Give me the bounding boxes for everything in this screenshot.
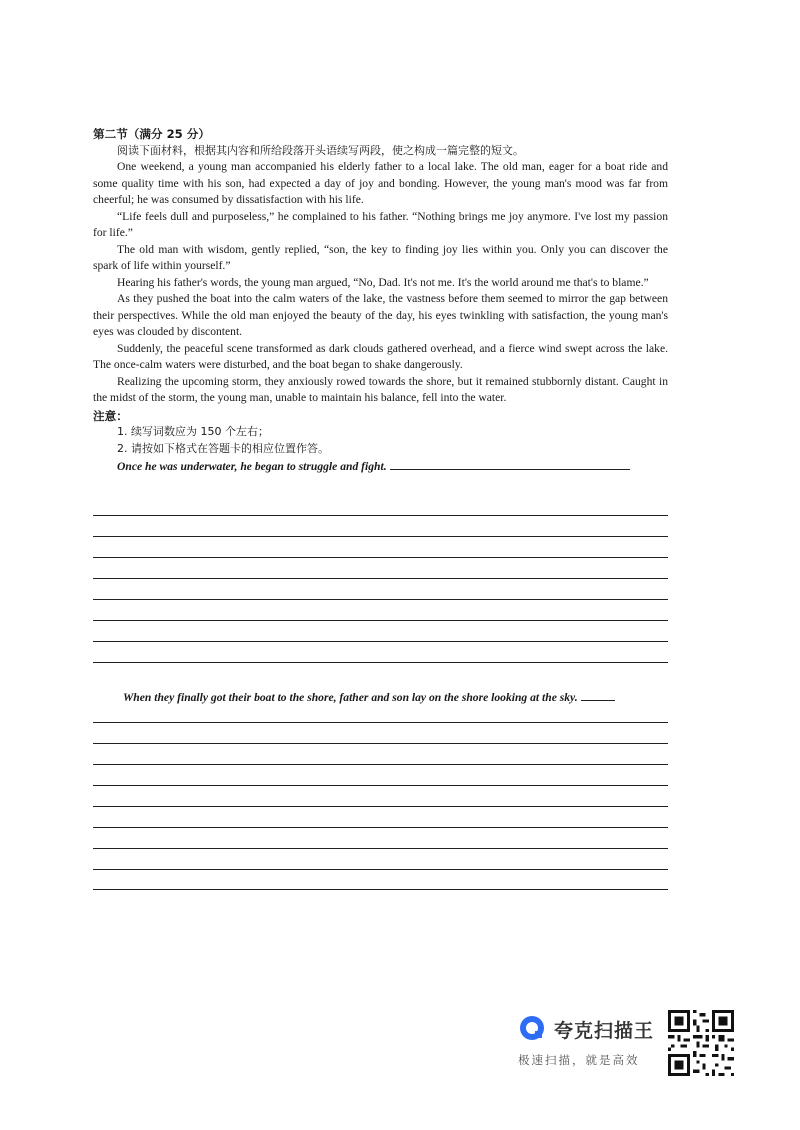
prompt-2-text: When they finally got their boat to the shore, father and son lay on the shore looking at the sky.: [123, 691, 578, 704]
exam-section: [93, 126, 668, 476]
story-paragraph: Suddenly, the peaceful scene transformed as dark clouds gathered overhead, and a fierce wind swept across the lake. The once-calm waters were disturbed, and the boat began to shake dangerously.: [93, 341, 668, 371]
story-paragraph: The old man with wisdom, gently replied, “son, the key to finding joy lies within you. Only you can discover the spark of life within yourself.”: [93, 242, 668, 272]
prompt-1-text: Once he was underwater, he began to struggle and fight.: [117, 460, 387, 473]
note-item: 1. 续写词数应为 150 个左右；: [117, 425, 269, 438]
story-paragraph: Hearing his father's words, the young man argued, “No, Dad. It's not me. It's the world around me that's to blame.”: [117, 275, 649, 289]
answer-line[interactable]: [93, 869, 668, 870]
story-paragraph: One weekend, a young man accompanied his elderly father to a local lake. The old man, eager for a boat ride and some quality time with his son, had expected a day of joy and bonding. However, the young man's mood was far from cheerful; he was consumed by dissatisfaction with his life.: [93, 160, 668, 206]
qr-code-icon: [668, 1010, 734, 1076]
continuation-prompt-2: [93, 690, 668, 707]
notes-title: 注意：: [93, 408, 128, 423]
answer-line[interactable]: [93, 536, 668, 537]
story-paragraph: “Life feels dull and purposeless,” he complained to his father. “Nothing brings me joy anymore. I've lost my passion for life.”: [93, 209, 668, 239]
answer-line[interactable]: [93, 848, 668, 849]
answer-line[interactable]: [93, 806, 668, 807]
answer-line[interactable]: [93, 641, 668, 642]
answer-line[interactable]: [93, 889, 668, 890]
quark-logo-icon: [518, 1014, 546, 1042]
answer-line[interactable]: [93, 743, 668, 744]
answer-line[interactable]: [93, 599, 668, 600]
answer-blank[interactable]: [581, 700, 615, 701]
continuation-prompt-1: [93, 459, 668, 476]
continuation-prompt-2-wrap: [93, 690, 668, 707]
answer-line[interactable]: [93, 578, 668, 579]
scanner-app-name: 夸克扫描王: [554, 1020, 655, 1042]
story-paragraph: Realizing the upcoming storm, they anxiously rowed towards the shore, but it remained stubbornly distant. Caught in the midst of the storm, the young man, unable to maintain his balance, fell into the water.: [93, 374, 668, 404]
scanner-watermark: [518, 1010, 738, 1076]
answer-line[interactable]: [93, 764, 668, 765]
answer-line[interactable]: [93, 785, 668, 786]
answer-line[interactable]: [93, 827, 668, 828]
answer-line[interactable]: [93, 620, 668, 621]
note-item: 2. 请按如下格式在答题卡的相应位置作答。: [117, 441, 329, 455]
scanner-slogan: 极速扫描，就是高效: [518, 1053, 640, 1067]
answer-blank[interactable]: [390, 469, 630, 470]
story-paragraph: As they pushed the boat into the calm waters of the lake, the vastness before them seemed to mirror the gap between their perspectives. While the old man enjoyed the beauty of the day, his eyes twinkling with satisfaction, the young man's eyes was clouded by discontent.: [93, 292, 668, 338]
answer-line[interactable]: [93, 515, 668, 516]
answer-line[interactable]: [93, 662, 668, 663]
instruction-text: 阅读下面材料，根据其内容和所给段落开头语续写两段，使之构成一篇完整的短文。: [117, 143, 524, 157]
answer-line[interactable]: [93, 557, 668, 558]
answer-line[interactable]: [93, 722, 668, 723]
section-heading: 第二节（满分 25 分）: [93, 127, 210, 141]
